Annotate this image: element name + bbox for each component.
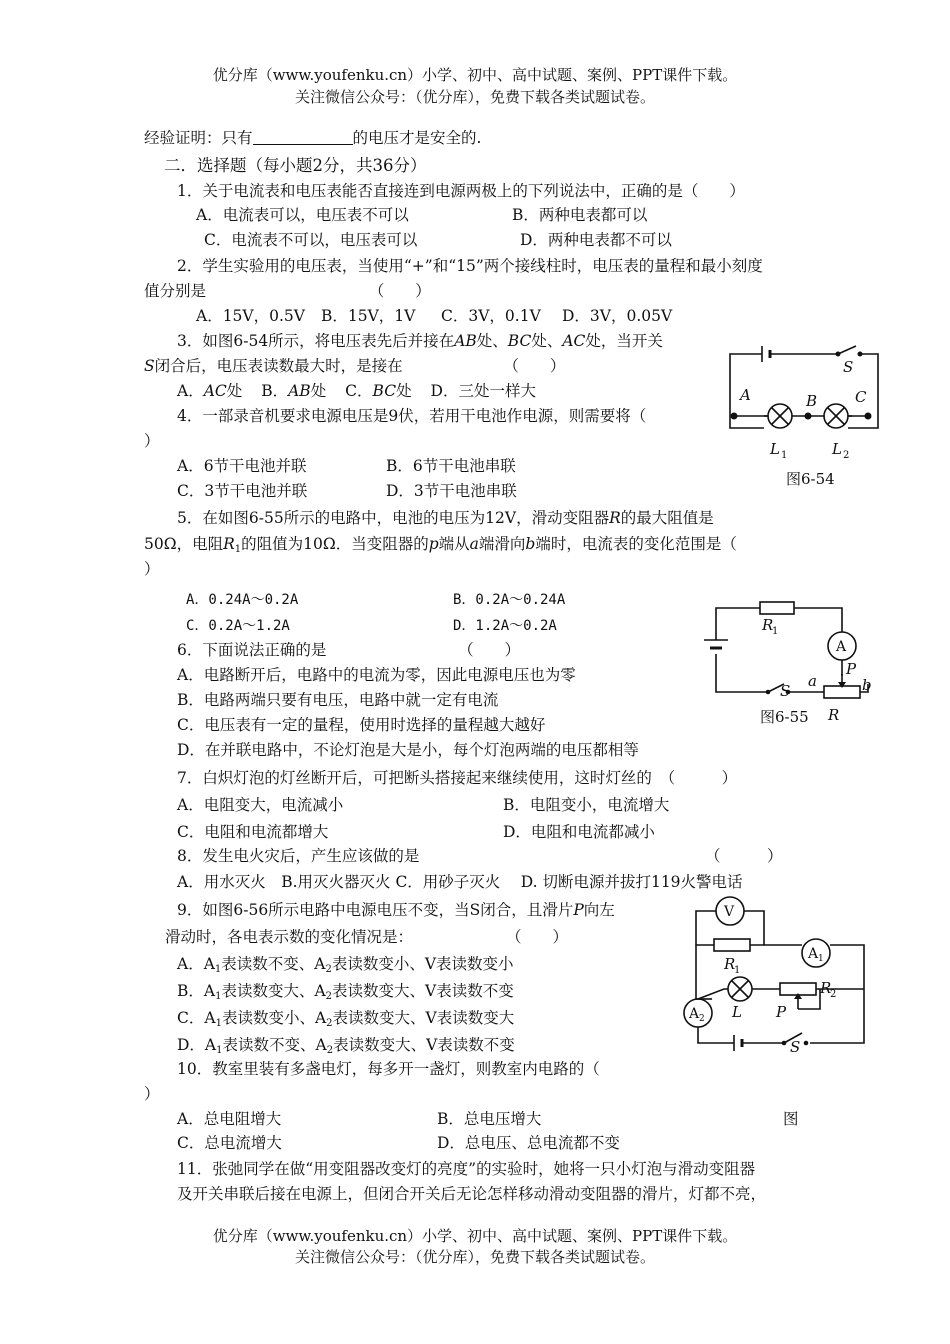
- fig655-label-r1-sub: 1: [772, 626, 779, 637]
- q9-text: 表读数不变、A: [221, 955, 326, 973]
- q9-text: C．A: [177, 1009, 216, 1027]
- q6-option-a: A．电路断开后，电路中的电流为零，因此电源电压也为零: [177, 666, 576, 684]
- fig654-caption: 图6-54: [786, 470, 835, 488]
- intro-before: 经验证明：只有: [144, 129, 253, 147]
- q9-text: 表读数变大、A: [221, 982, 326, 1000]
- intro-line: [144, 127, 481, 149]
- q3-text: 3．如图6-54所示，将电压表先后并接在: [177, 332, 455, 350]
- fig656-a2-sub: 2: [699, 1014, 705, 1024]
- q4-line-1: 4．一部录音机要求电源电压是9伏，若用干电池作电源，则需要将（: [177, 407, 647, 425]
- figure-6-54: [720, 336, 890, 496]
- intro-after: 的电压才是安全的.: [352, 129, 482, 147]
- q9-text: 表读数变大、V表读数不变: [332, 982, 514, 1000]
- q9-text: 表读数不变、A: [222, 1036, 327, 1054]
- q6-stem: 6．下面说法正确的是 （ ）: [177, 641, 521, 659]
- q5-var: p: [428, 535, 439, 553]
- q6-option-d: D．在并联电路中，不论灯泡是大是小，每个灯泡两端的电压都相等: [177, 741, 639, 759]
- q6-option-c: C．电压表有一定的量程，使用时选择的量程越大越好: [177, 716, 546, 734]
- q3-option-a-suffix: 处: [226, 382, 243, 400]
- q9-var: P: [573, 901, 584, 919]
- q4-line-2: ）: [144, 432, 160, 450]
- fig654-label-s: S: [843, 358, 854, 376]
- q5-line-3: ）: [144, 560, 160, 578]
- q7-option-b: B．电阻变小，电流增大: [503, 796, 670, 814]
- fig656-label-l: L: [732, 1003, 742, 1021]
- q11-line-2: 及开关串联后接在电源上，但闭合开关后无论怎样移动滑动变阻器的滑片，灯都不亮，: [177, 1185, 767, 1203]
- q5-var: a: [469, 535, 479, 553]
- q3-point: AC: [562, 332, 586, 350]
- q3-text: 处、: [476, 332, 508, 350]
- q9-sub: 1: [214, 964, 222, 975]
- q5-var: R: [609, 509, 621, 527]
- fig656-a1-label: A: [808, 946, 819, 962]
- q5-option-d: D．1.2A～0.2A: [453, 618, 557, 634]
- fig656-a2-label: A: [689, 1006, 700, 1022]
- fig654-label-b: B: [806, 392, 818, 410]
- footer-line-2: 关注微信公众号：（优分库），免费下载各类试题试卷。: [294, 1248, 655, 1266]
- q5-text: 端滑向: [478, 535, 526, 553]
- q2-option-b: B．15V，1V: [321, 307, 416, 325]
- q2-line-1: 2．学生实验用的电压表，当使用“+”和“15”两个接线柱时，电压表的量程和最小刻度: [177, 257, 763, 275]
- fig655-label-p: P: [846, 660, 857, 678]
- q3-line-1: [177, 330, 663, 352]
- q9-text: 表读数变小、A: [221, 1009, 327, 1027]
- fig654-label-a: A: [740, 386, 751, 404]
- answer-blank: [253, 128, 353, 145]
- q3-option-a-point: AC: [203, 382, 227, 400]
- q9-option-b: [177, 980, 514, 1008]
- q10-line-1: 10．教室里装有多盏电灯，每多开一盏灯，则教室内电路的（: [177, 1060, 600, 1078]
- q9-text: 9．如图6-56所示电路中电源电压不变，当S闭合，且滑片: [177, 901, 574, 919]
- q3-options: [177, 380, 536, 402]
- q2-option-c: C．3V，0.1V: [441, 307, 541, 325]
- q9-sub: 2: [325, 991, 333, 1002]
- q7-stem: 7．白炽灯泡的灯丝断开后，可把断头搭接起来继续使用，这时灯丝的 （ ）: [177, 769, 738, 787]
- q2-line-2: 值分别是 （ ）: [144, 282, 431, 300]
- q9-text: A．A: [177, 955, 215, 973]
- fig655-label-r: R: [828, 706, 840, 724]
- fig656-label-p: P: [776, 1003, 787, 1021]
- section-title: 二．选择题（每小题2分，共36分）: [164, 156, 427, 175]
- q3-text: 闭合后，电压表读数最大时，是接在 （ ）: [154, 357, 566, 375]
- q3-point: AB: [454, 332, 477, 350]
- fig656-label-r2: R: [820, 979, 832, 997]
- q5-option-a: A．0.24A～0.2A: [186, 592, 299, 608]
- q9-text: 表读数变大、V表读数不变: [333, 1036, 515, 1054]
- footer-line-1: 优分库（www.youfenku.cn）小学、初中、高中试题、案例、PPT课件下载。: [212, 1227, 738, 1245]
- q9-sub: 2: [326, 1018, 333, 1029]
- q10-option-a: A．总电阻增大: [177, 1110, 282, 1128]
- q9-option-c: [177, 1007, 514, 1035]
- q5-text: 端时，电流表的变化范围是（: [535, 535, 737, 553]
- q3-text: 处、: [531, 332, 563, 350]
- q1-option-c: C．电流表不可以，电压表可以: [204, 231, 418, 249]
- figure-6-56: [678, 895, 878, 1060]
- q9-sub: 1: [215, 1018, 222, 1029]
- q3-option-b-suffix: 处: [310, 382, 327, 400]
- q9-line-2: 滑动时，各电表示数的变化情况是： （ ）: [165, 928, 569, 946]
- q3-line-2: [144, 355, 565, 377]
- q7-option-a: A．电阻变大，电流减小: [177, 796, 344, 814]
- q9-sub: 2: [325, 964, 332, 975]
- q5-text: 的阻值为10Ω．当变阻器的: [241, 535, 429, 553]
- header-line-2: 关注微信公众号：（优分库），免费下载各类试题试卷。: [294, 88, 655, 106]
- q5-text: 5．在如图6-55所示的电路中，电池的电压为12V，滑动变阻器: [177, 509, 610, 527]
- figure-6-56-caption: 图: [783, 1110, 799, 1128]
- q5-line-1: [177, 507, 714, 529]
- q9-text: 向左: [583, 901, 615, 919]
- q5-option-b: B．0.2A～0.24A: [453, 592, 566, 608]
- q9-sub: 1: [216, 1045, 223, 1056]
- q9-sub: 2: [326, 1045, 334, 1056]
- q10-option-b: B．总电压增大: [437, 1110, 542, 1128]
- fig656-voltmeter-label: V: [724, 904, 735, 920]
- header-line-1: 优分库（www.youfenku.cn）小学、初中、高中试题、案例、PPT课件下载。: [212, 66, 738, 84]
- fig655-caption: 图6-55: [760, 708, 809, 726]
- fig654-label-l2: L: [832, 440, 842, 458]
- q2-option-a: A．15V，0.5V: [196, 307, 305, 325]
- q5-text: 的最大阻值是: [620, 509, 714, 527]
- q3-option-b-point: AB: [288, 382, 311, 400]
- q9-text: D．A: [177, 1036, 217, 1054]
- q2-option-d: D．3V，0.05V: [562, 307, 673, 325]
- q4-option-b: B．6节干电池串联: [386, 457, 516, 475]
- q10-option-d: D．总电压、总电流都不变: [437, 1134, 620, 1152]
- fig654-label-c: C: [855, 388, 867, 406]
- q5-var: R: [223, 535, 235, 553]
- q3-option-a-label: A．: [177, 382, 204, 400]
- q1-option-b: B．两种电表都可以: [512, 206, 648, 224]
- fig656-label-s: S: [790, 1038, 801, 1056]
- fig655-label-b: b: [862, 676, 872, 694]
- q5-option-c: C．0.2A～1.2A: [186, 618, 290, 634]
- q9-sub: 1: [215, 991, 222, 1002]
- q3-switch-label: S: [144, 357, 155, 375]
- q3-option-c-label: C．: [345, 382, 373, 400]
- q4-option-d: D．3节干电池串联: [386, 482, 517, 500]
- fig656-label-r1: R: [724, 955, 736, 973]
- q3-point: BC: [507, 332, 532, 350]
- fig655-label-r1: R: [762, 616, 774, 634]
- q9-text: 表读数变大、V表读数变大: [332, 1009, 515, 1027]
- q1-option-a: A．电流表可以，电压表不可以: [196, 206, 409, 224]
- q7-option-c: C．电阻和电流都增大: [177, 823, 329, 841]
- fig654-label-l1-sub: 1: [781, 450, 788, 461]
- fig654-label-l2-sub: 2: [843, 450, 850, 461]
- q8-options: A．用水灭火 B.用灭火器灭火 C．用砂子灭火 D. 切断电源并拔打119火警电话: [177, 873, 743, 891]
- q3-text: 处，当开关: [585, 332, 663, 350]
- fig655-ammeter-label: A: [836, 639, 847, 655]
- q4-option-a: A．6节干电池并联: [177, 457, 307, 475]
- fig655-label-s: S: [780, 682, 791, 700]
- q10-option-c: C．总电流增大: [177, 1134, 282, 1152]
- fig656-label-r2-sub: 2: [830, 989, 837, 1000]
- q9-option-a: [177, 953, 514, 981]
- q5-var: b: [525, 535, 536, 553]
- fig654-label-l1: L: [770, 440, 780, 458]
- q3-option-b-label: B．: [261, 382, 289, 400]
- q4-option-c: C．3节干电池并联: [177, 482, 308, 500]
- q9-text: B．A: [177, 982, 216, 1000]
- q6-option-b: B．电路两端只要有电压，电路中就一定有电流: [177, 691, 499, 709]
- q5-text: 50Ω，电阻: [144, 535, 224, 553]
- q5-line-2: [144, 533, 737, 561]
- q3-option-c-suffix: 处: [396, 382, 412, 400]
- q3-option-d: D．三处一样大: [430, 382, 536, 400]
- q1-option-d: D．两种电表都不可以: [520, 231, 672, 249]
- fig656-a1-sub: 1: [818, 954, 824, 964]
- q10-line-2: ）: [144, 1085, 160, 1103]
- figure-6-55: [700, 596, 880, 731]
- fig655-label-a: a: [808, 672, 817, 690]
- q9-text: 表读数变小、V表读数变小: [331, 955, 514, 973]
- q7-option-d: D．电阻和电流都减小: [503, 823, 655, 841]
- q1-stem: 1．关于电流表和电压表能否直接连到电源两极上的下列说法中，正确的是（ ）: [177, 182, 745, 200]
- q3-option-c-point: BC: [372, 382, 397, 400]
- q5-sub: 1: [234, 544, 242, 555]
- q8-paren: （ ）: [705, 847, 783, 865]
- q5-text: 端从: [438, 535, 470, 553]
- q9-line-1: [177, 899, 615, 921]
- q11-line-1: 11．张弛同学在做“用变阻器改变灯的亮度”的实验时，她将一只小灯泡与滑动变阻器: [177, 1160, 756, 1178]
- fig656-label-r1-sub: 1: [734, 965, 741, 976]
- q8-stem: 8．发生电火灾后，产生应该做的是: [177, 847, 420, 865]
